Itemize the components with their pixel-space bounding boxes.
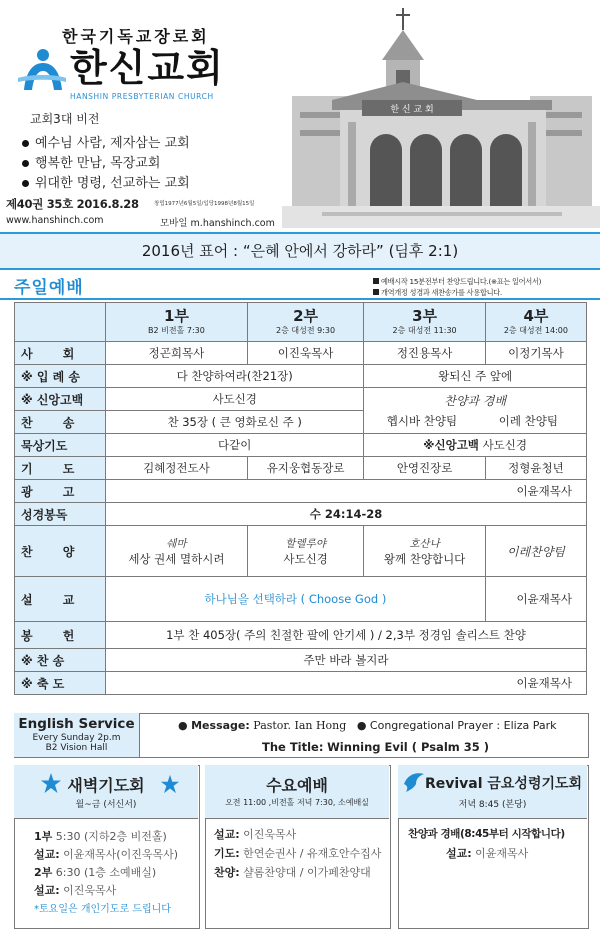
table-cell: 주만 바라 볼지라 <box>106 649 587 672</box>
row-label: ※ 찬 송 <box>15 649 106 672</box>
table-row <box>15 388 587 411</box>
square-bullet-icon <box>373 289 379 295</box>
part-3-header: 3부 2층 대성전 11:30 <box>364 303 486 342</box>
established-date: 창립1977년6월5일/입당1998년8월15일 <box>154 201 255 207</box>
wednesday-service-title: 수요예배 <box>266 776 328 795</box>
vision-text: 위대한 명령, 선교하는 교회 <box>35 176 190 191</box>
wednesday-line: 설교: 이진욱목사 <box>214 828 297 841</box>
denomination: 한국기독교장로회 <box>62 27 210 46</box>
cell-text: 세상 권세 멸하시려 <box>128 551 225 566</box>
english-service-message: ● Message: Pastor. Ian Hong ● Congregational Prayer : Eliza Park <box>178 719 557 732</box>
part-2-header: 2부 2층 대성전 9:30 <box>247 303 364 342</box>
dawn-line: 설교: 이윤재목사(이진욱목사) <box>34 848 178 861</box>
table-cell: 이윤재목사 <box>106 480 587 503</box>
dawn-line: 2부 6:30 (1층 소예배실) <box>34 866 157 879</box>
cell-text: 사도신경 <box>482 438 528 452</box>
table-cell <box>247 526 364 577</box>
part-4-header: 4부 2층 대성전 14:00 <box>485 303 586 342</box>
church-name: 한신교회 <box>70 46 225 90</box>
table-cell <box>106 526 248 577</box>
handwritten-text: 찬양과 경배 <box>444 394 507 408</box>
table-cell: 김혜정전도사 <box>106 457 248 480</box>
church-building-image <box>282 0 600 228</box>
row-label: 사 회 <box>15 342 106 365</box>
row-label: 찬 송 <box>15 411 106 434</box>
theme-value: Winning Evil ( Psalm 35 ) <box>327 740 490 754</box>
bullet-icon <box>22 160 29 167</box>
table-header-row <box>15 303 587 342</box>
table-row <box>15 577 587 622</box>
table-cell: 이윤재목사 <box>485 577 586 622</box>
service-note <box>373 288 502 298</box>
prayer-label: Congregational Prayer : <box>369 719 501 732</box>
handwritten-text: 할렐루야 <box>285 537 326 550</box>
note-text: 예배시작 15분전부터 찬양드립니다.(※표는 일어서서) <box>381 277 542 286</box>
vision-item <box>22 132 190 151</box>
row-label: 설 교 <box>15 577 106 622</box>
table-cell <box>364 434 587 457</box>
table-cell <box>364 388 587 434</box>
sermon-title: 하나님을 선택하라 ( Choose God ) <box>106 577 486 622</box>
service-note <box>373 277 541 287</box>
wednesday-service-subtitle: 오전 11:00 ,비전홀 저녁 7:30, 소예배실 <box>225 798 369 807</box>
cell-text: 이레 찬양팀 <box>498 414 558 428</box>
table-cell: 1부 찬 405장( 주의 친절한 팔에 안기세 ) / 2,3부 정경임 솔리스트 찬양 <box>106 622 587 649</box>
mobile-link[interactable]: 모바일 m.hanshinch.com <box>160 218 275 229</box>
dawn-line: 1부 5:30 (지하2층 비전홀) <box>34 830 167 843</box>
dawn-prayer-title: 새벽기도회 <box>67 776 145 795</box>
message-label: Message: <box>191 719 250 732</box>
issue-number: 제40권 35호 2016.8.28 <box>6 197 139 211</box>
table-row <box>15 503 587 526</box>
table-row <box>15 457 587 480</box>
church-logo-icon <box>16 48 68 98</box>
row-label: 광 고 <box>15 480 106 503</box>
church-name-english: HANSHIN PRESBYTERIAN CHURCH <box>70 92 214 101</box>
dawn-note: *토요일은 개인기도로 드립니다 <box>34 904 171 915</box>
table-cell: 정형윤청년 <box>485 457 586 480</box>
building-sign: 한 신 교 회 <box>390 105 434 115</box>
table-cell: 사도신경 <box>106 388 364 411</box>
dawn-line: 설교: 이진욱목사 <box>34 884 117 897</box>
row-label: ※ 입 례 송 <box>15 365 106 388</box>
row-label: 기 도 <box>15 457 106 480</box>
cell-text: 사도신경 <box>283 551 328 566</box>
english-service-time: Every Sunday 2p.m <box>32 733 121 743</box>
corner-cell <box>15 303 106 342</box>
table-row <box>15 526 587 577</box>
row-label: 성경봉독 <box>15 503 106 526</box>
friday-prayer-subtitle: 저녁 8:45 (본당) <box>458 800 527 810</box>
table-row <box>15 649 587 672</box>
english-service-theme <box>262 740 489 754</box>
prayer-value: Eliza Park <box>503 719 557 732</box>
table-cell: 찬 35장 ( 큰 영화로신 주 ) <box>106 411 364 434</box>
bullet-icon <box>22 140 29 147</box>
table-cell: 이진욱목사 <box>247 342 364 365</box>
vision-text: 행복한 만남, 목장교회 <box>35 156 161 171</box>
friday-prayer-title: Revival 금요성령기도회 <box>424 776 583 792</box>
table-cell: 정진용목사 <box>364 342 486 365</box>
table-cell <box>485 526 586 577</box>
row-label: ※ 신앙고백 <box>15 388 106 411</box>
friday-line: 찬양과 경배(8:45부터 시작합니다) <box>408 828 565 840</box>
note-text: 개역개정 성경과 새찬송가를 사용합니다. <box>381 288 502 297</box>
wednesday-line: 기도: 한연순권사 / 유재호안수집사 <box>214 847 382 860</box>
theme-label: The Title: <box>262 740 324 754</box>
vision-title: 교회3대 비전 <box>30 112 100 126</box>
table-cell: 왕되신 주 앞에 <box>364 365 587 388</box>
table-row <box>15 622 587 649</box>
part-1-header: 1부 B2 비전홀 7:30 <box>106 303 248 342</box>
website-link[interactable]: www.hanshinch.com <box>6 215 104 226</box>
table-row <box>15 434 587 457</box>
table-cell: 이정기목사 <box>485 342 586 365</box>
row-label: ※ 축 도 <box>15 672 106 695</box>
table-cell: 다 찬양하여라(찬21장) <box>106 365 364 388</box>
table-cell: 유지웅협동장로 <box>247 457 364 480</box>
motto-text: 2016년 표어 : “은혜 안에서 강하라” (딤후 2:1) <box>141 242 459 260</box>
service-title: 주일예배 <box>14 278 84 298</box>
table-row <box>15 365 587 388</box>
vision-item <box>22 152 160 171</box>
table-row <box>15 480 587 503</box>
table-row <box>15 672 587 695</box>
dawn-prayer-subtitle: 월~금 (서신서) <box>75 800 137 810</box>
handwritten-text: 호산나 <box>409 537 440 550</box>
table-cell: 정곤희목사 <box>106 342 248 365</box>
message-value: Pastor. Ian Hong <box>253 719 347 732</box>
cell-text: ※신앙고백 <box>423 438 479 452</box>
friday-line: 설교: 이윤재목사 <box>446 847 529 860</box>
handwritten-text: 이레찬양팀 <box>506 544 565 559</box>
wednesday-line: 찬양: 샬롬찬양대 / 이가페찬양대 <box>214 866 371 879</box>
table-cell <box>364 526 486 577</box>
handwritten-text: 쉐마 <box>166 537 187 550</box>
row-label: 묵상기도 <box>15 434 106 457</box>
vision-text: 예수님 사람, 제자삼는 교회 <box>35 136 190 151</box>
table-cell: 수 24:14-28 <box>106 503 587 526</box>
cell-text: 헵시바 찬양팀 <box>386 414 458 428</box>
table-cell: 이윤재목사 <box>106 672 587 695</box>
cell-text: 왕께 찬양합니다 <box>383 551 466 566</box>
row-label: 찬 양 <box>15 526 106 577</box>
divider <box>0 298 600 300</box>
english-service-place: B2 Vision Hall <box>45 743 108 753</box>
service-table <box>14 302 587 695</box>
vision-item <box>22 172 190 191</box>
square-bullet-icon <box>373 278 379 284</box>
table-cell: 안영진장로 <box>364 457 486 480</box>
table-row <box>15 342 587 365</box>
row-label: 봉 헌 <box>15 622 106 649</box>
english-service-title: English Service <box>18 716 135 732</box>
table-cell: 다같이 <box>106 434 364 457</box>
bullet-icon <box>22 180 29 187</box>
